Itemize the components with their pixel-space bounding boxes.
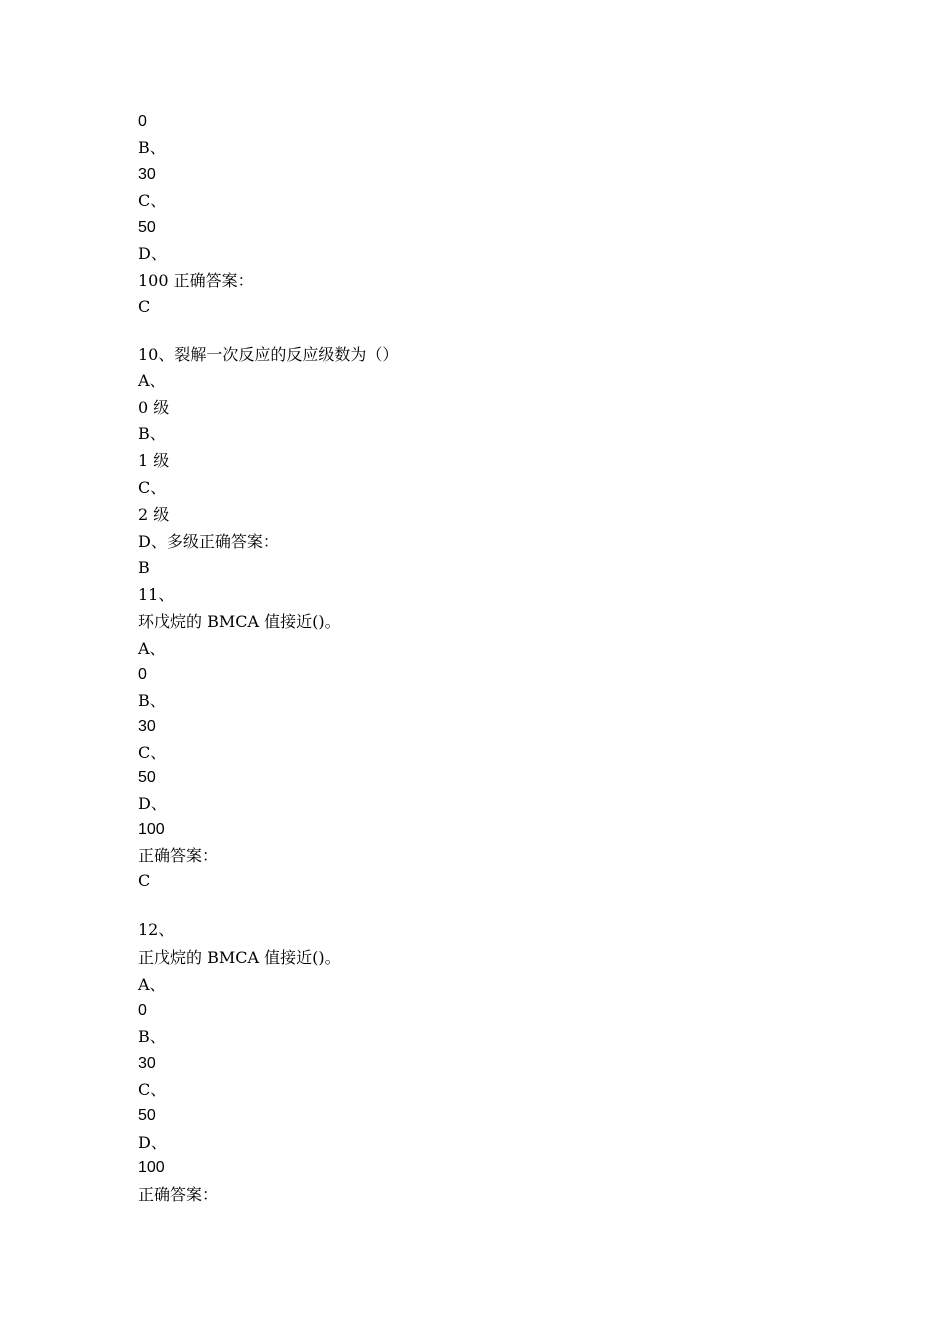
q12-option-d-label: D、 xyxy=(138,1133,167,1152)
q10-option-d-answer-label: D、多级正确答案： xyxy=(138,532,279,551)
q9-option-c-label: C、 xyxy=(138,191,167,210)
q12-option-a-label: A、 xyxy=(138,975,166,994)
q11-number: 11、 xyxy=(138,585,175,604)
q10-option-b-value: 1 级 xyxy=(138,451,170,470)
q9-option-d-label: D、 xyxy=(138,244,167,263)
q11-option-c-value: 50 xyxy=(138,769,156,786)
q10-option-c-value: 2 级 xyxy=(138,505,170,524)
q12-number: 12、 xyxy=(138,920,175,939)
q11-option-b-label: B、 xyxy=(138,691,166,710)
q12-option-c-label: C、 xyxy=(138,1080,167,1099)
q12-option-b-value: 30 xyxy=(138,1055,156,1072)
q12-question: 正戊烷的 BMCA 值接近()。 xyxy=(138,948,341,967)
q10-question: 10、裂解一次反应的反应级数为（） xyxy=(138,345,399,364)
q10-option-a-value: 0 级 xyxy=(138,398,170,417)
q11-question: 环戊烷的 BMCA 值接近()。 xyxy=(138,612,341,631)
q11-option-d-label: D、 xyxy=(138,794,167,813)
q11-option-d-value: 100 xyxy=(138,821,165,838)
q11-option-a-label: A、 xyxy=(138,639,166,658)
q12-option-a-value: 0 xyxy=(138,1002,147,1019)
q12-option-d-value: 100 xyxy=(138,1159,165,1176)
q10-option-c-label: C、 xyxy=(138,478,167,497)
q9-option-b-value: 30 xyxy=(138,166,156,183)
q11-option-a-value: 0 xyxy=(138,666,147,683)
q9-option-b-label: B、 xyxy=(138,138,166,157)
q11-answer: C xyxy=(138,871,151,890)
q11-answer-label: 正确答案： xyxy=(138,846,219,865)
q12-option-c-value: 50 xyxy=(138,1107,156,1124)
q11-option-b-value: 30 xyxy=(138,718,156,735)
q11-option-c-label: C、 xyxy=(138,743,167,762)
q10-option-a-label: A、 xyxy=(138,371,166,390)
q12-option-b-label: B、 xyxy=(138,1027,166,1046)
q12-answer-label: 正确答案： xyxy=(138,1185,219,1204)
q9-option-c-value: 50 xyxy=(138,219,156,236)
q9-option-a-value: 0 xyxy=(138,113,147,130)
q10-answer: B xyxy=(138,558,150,577)
q9-option-d-value-answer-label: 100 正确答案： xyxy=(138,271,254,290)
q9-answer: C xyxy=(138,297,151,316)
q10-option-b-label: B、 xyxy=(138,424,166,443)
